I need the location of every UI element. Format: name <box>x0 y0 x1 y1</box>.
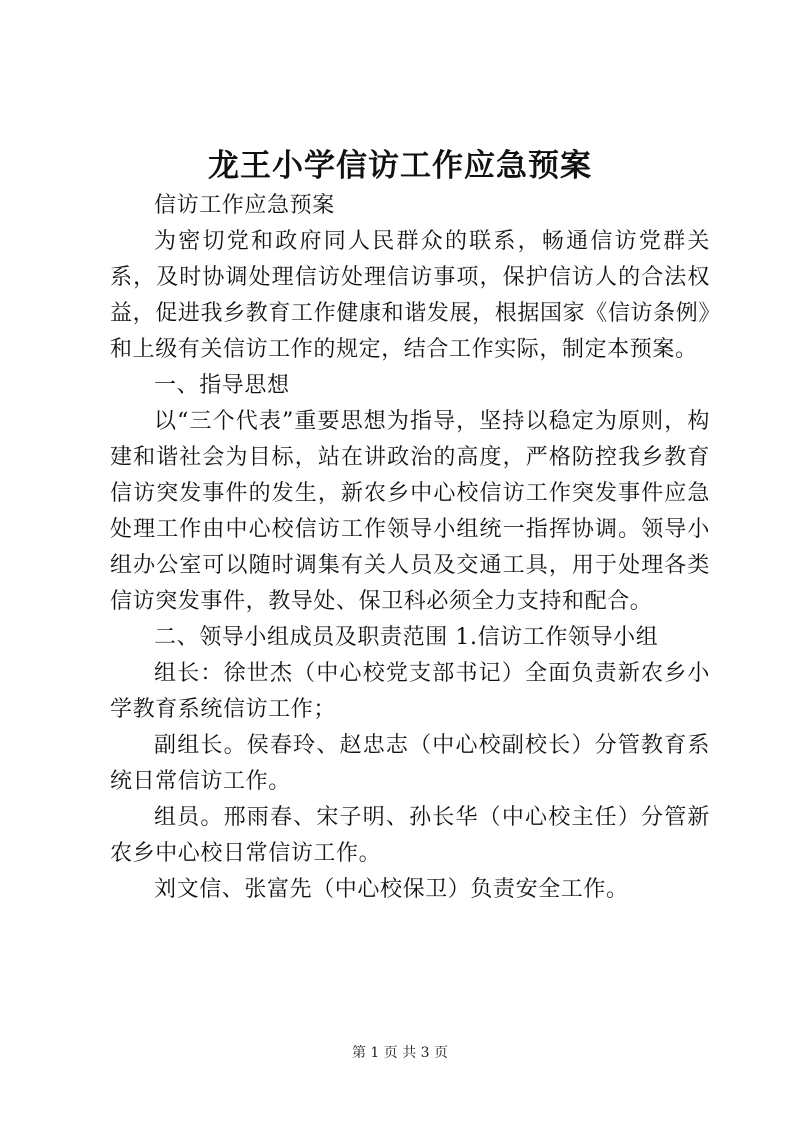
paragraph-group-members: 组员。邢雨春、宋子明、孙长华（中心校主任）分管新农乡中心校日常信访工作。 <box>110 805 710 866</box>
paragraph-subtitle: 信访工作应急预案 <box>154 193 335 218</box>
paragraph-intro: 为密切党和政府同人民群众的联系，畅通信访党群关系，及时协调处理信访处理信访事项，保护信访人的合法权益，促进我乡教育工作健康和谐发展，根据国家《信访条例》和上级有关信访工作的规定，结合工作实际，制定本预案。 <box>110 229 710 362</box>
paragraph-group-leader: 组长：徐世杰（中心校党支部书记）全面负责新农乡小学教育系统信访工作； <box>110 661 710 722</box>
page-footer: 第 1 页 共 3 页 <box>351 1045 449 1061</box>
document-body <box>110 188 710 908</box>
paragraph-deputy-leader: 副组长。侯春玲、赵忠志（中心校副校长）分管教育系统日常信访工作。 <box>110 733 710 794</box>
document-title: 龙王小学信访工作应急预案 <box>208 148 592 184</box>
paragraph-guiding-ideology: 以“三个代表”重要思想为指导，坚持以稳定为原则，构建和谐社会为目标，站在讲政治的高度，严格防控我乡教育信访突发事件的发生，新农乡中心校信访工作突发事件应急处理工作由中心校信访工作领导小组统一指挥协调。领导小组办公室可以随时调集有关人员及交通工具，用于处理各类信访突发事件，教导处、保卫科必须全力支持和配合。 <box>110 409 710 614</box>
section-heading-leadership-group: 二、领导小组成员及职责范围 1.信访工作领导小组 <box>154 625 659 650</box>
section-heading-guiding-ideology: 一、指导思想 <box>154 373 290 398</box>
paragraph-security-staff: 刘文信、张富先（中心校保卫）负责安全工作。 <box>154 877 629 902</box>
